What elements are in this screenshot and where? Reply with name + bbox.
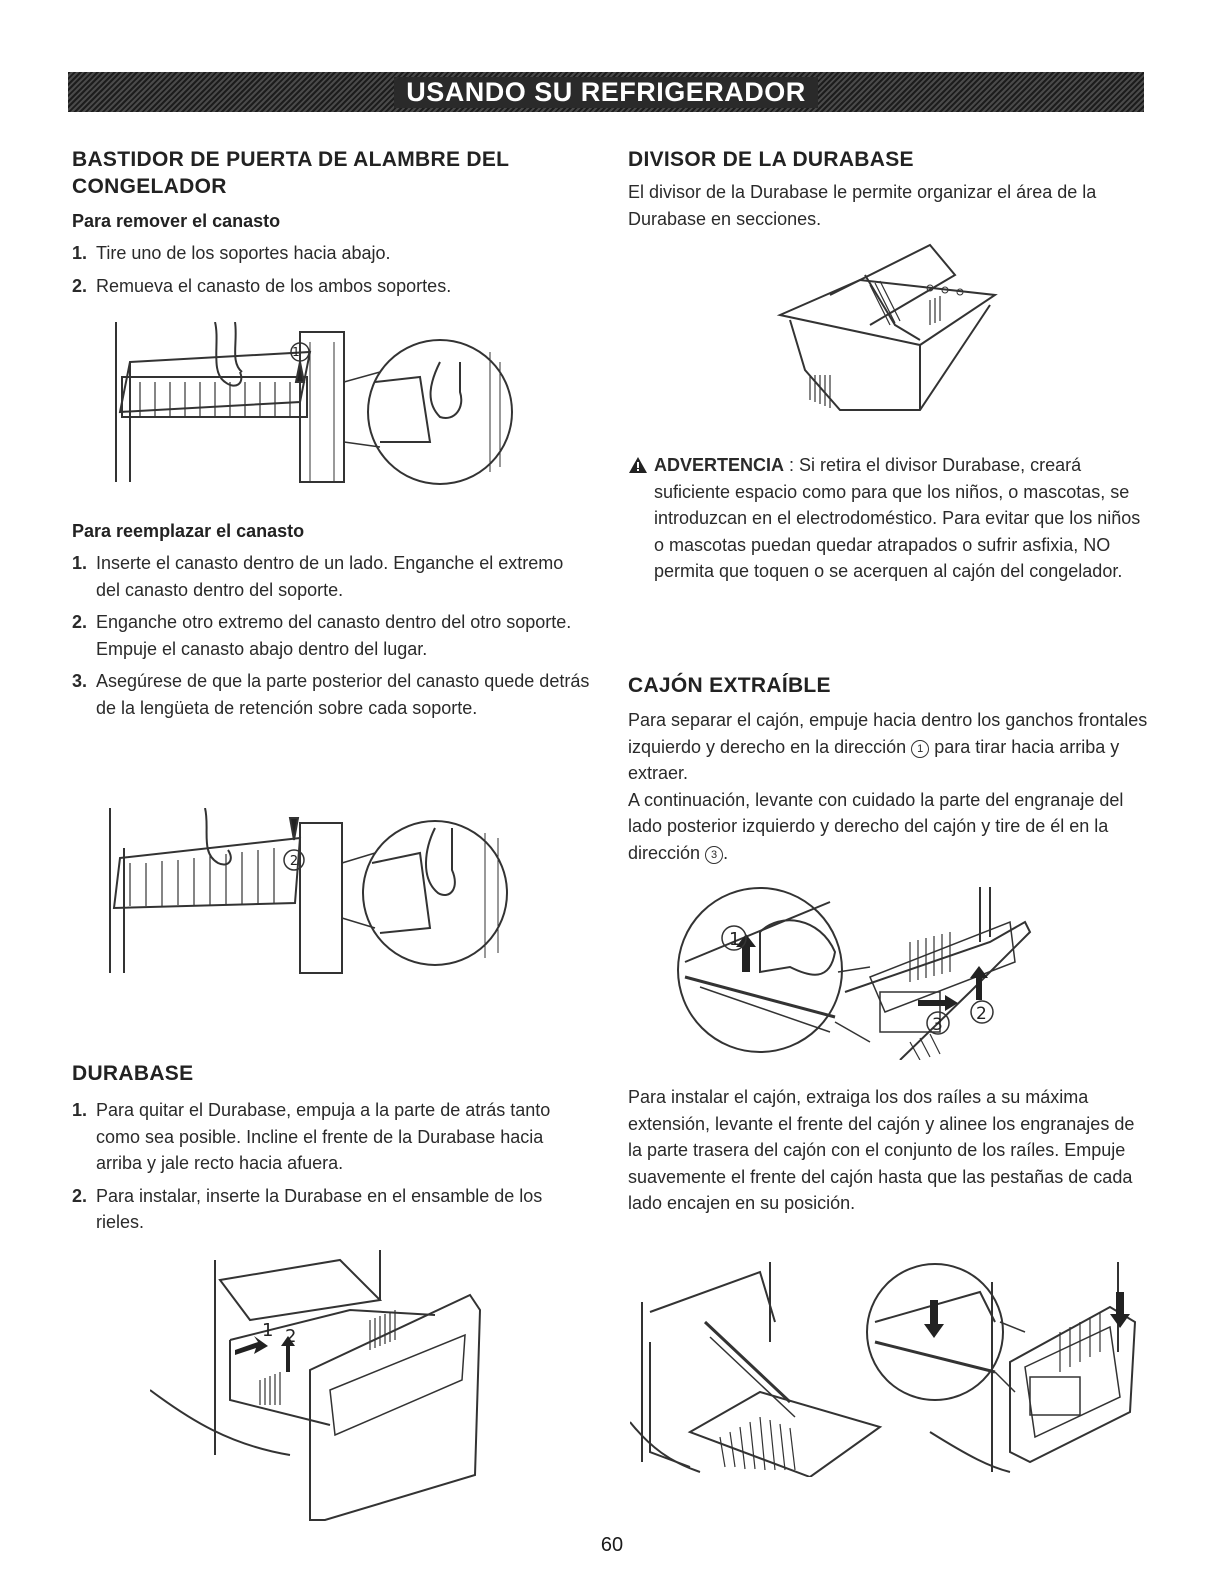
- marker-2: 2: [289, 854, 299, 869]
- marker-1: 1: [729, 929, 741, 950]
- cajon-paragraph-2a: A continuación, levante con cuidado la parte del engranaje del lado posterior izquierdo y derecho del cajón y tire de él en la dirección: [628, 789, 1124, 863]
- marker-2: 2: [285, 1326, 297, 1347]
- step-number: 2.: [72, 1185, 88, 1206]
- step-number: 2.: [72, 275, 88, 296]
- section-install-drawer: [628, 1084, 1148, 1217]
- page-header-title: USANDO SU REFRIGERADOR: [394, 77, 818, 108]
- direction-1-marker: 1: [911, 740, 929, 758]
- step-number: 1.: [72, 243, 88, 263]
- section-divisor: [628, 146, 1148, 232]
- section-wire-rack: [72, 146, 592, 305]
- list-item: [72, 1097, 592, 1177]
- remove-basket-illustration: [110, 322, 520, 487]
- warning-label: ADVERTENCIA: [654, 455, 785, 475]
- durabase-steps: [72, 1097, 592, 1236]
- step-text: Para instalar, inserte la Durabase en el ensamble de los rieles.: [96, 1185, 543, 1232]
- marker-1: 1: [292, 345, 300, 359]
- marker-2: 2: [976, 1004, 987, 1024]
- list-item: [72, 240, 592, 267]
- direction-3-marker: 3: [705, 846, 723, 864]
- section-title-durabase: DURABASE: [72, 1062, 194, 1085]
- drawer-removal-illustration: [670, 882, 1040, 1060]
- page-number: 60: [600, 1534, 624, 1556]
- warning-text: : Si retira el divisor Durabase, creará suficiente espacio como para que los niños, o mascotas, se introduzcan en el electrodoméstico. Para evitar que los niños o mascotas puedan quedar atrapados o sufrir asfixia, NO permita que toquen o se acerquen al cajón del congelador.: [654, 455, 1141, 581]
- list-item: [72, 668, 592, 721]
- step-text: Tire uno de los soportes hacia abajo.: [96, 243, 391, 263]
- step-text: Inserte el canasto dentro de un lado. Enganche el extremo del canasto dentro del soporte.: [96, 553, 564, 600]
- header-banner: [68, 72, 1144, 112]
- durabase-divider-illustration: [770, 240, 1010, 415]
- list-item: [72, 609, 592, 662]
- replace-heading: Para reemplazar el canasto: [72, 521, 305, 541]
- section-cajon: [628, 672, 1148, 866]
- list-item: [72, 1183, 592, 1236]
- section-title-divisor: DIVISOR DE LA DURABASE: [628, 148, 914, 171]
- section-title-cajon: CAJÓN EXTRAÍBLE: [628, 674, 831, 697]
- drawer-install-illustration: [630, 1262, 1150, 1477]
- replace-steps: [72, 550, 592, 721]
- marker-3: 3: [932, 1015, 943, 1035]
- cajon-paragraph-1a: Para separar el cajón, empuje hacia dentro los ganchos frontales izquierdo y derecho en la dirección: [628, 710, 1148, 757]
- durabase-illustration: [150, 1250, 490, 1530]
- warning-triangle-icon: [628, 456, 648, 474]
- warning-block: [628, 452, 1148, 585]
- install-text: Para instalar el cajón, extraiga los dos raíles a su máxima extensión, levante el frente del cajón y alinee los engranajes de la parte trasera del cajón con el conjunto de los raíles. Empuje suavemente el frente del cajón hasta que las pestañas de cada lado encajen en su posición.: [628, 1087, 1135, 1213]
- remove-steps: [72, 240, 592, 299]
- step-number: 1.: [72, 1100, 88, 1120]
- cajon-paragraph-1b: para tirar hacia arriba y extraer.: [628, 736, 1120, 783]
- step-number: 3.: [72, 671, 88, 691]
- divisor-text: El divisor de la Durabase le permite organizar el área de la Durabase en secciones.: [628, 182, 1097, 229]
- step-number: 2.: [72, 612, 88, 632]
- step-text: Asegúrese de que la parte posterior del canasto quede detrás de la lengüeta de retención sobre cada soporte.: [96, 671, 590, 718]
- section-durabase: [72, 1060, 592, 1242]
- marker-1: 1: [262, 1320, 274, 1341]
- step-number: 1.: [72, 553, 88, 573]
- cajon-paragraph-2b: .: [723, 842, 729, 863]
- section-replace-basket: [72, 518, 592, 727]
- list-item: [72, 550, 592, 603]
- step-text: Enganche otro extremo del canasto dentro del otro soporte. Empuje el canasto abajo dentro del lugar.: [96, 612, 572, 659]
- list-item: [72, 273, 592, 300]
- section-title-wire-rack: BASTIDOR DE PUERTA DE ALAMBRE DEL CONGELADOR: [72, 148, 509, 198]
- remove-heading: Para remover el canasto: [72, 211, 281, 231]
- step-text: Para quitar el Durabase, empuja a la parte de atrás tanto como sea posible. Incline el frente de la Durabase hacia arriba y jale recto hacia afuera.: [96, 1100, 551, 1173]
- replace-basket-illustration: [100, 808, 520, 978]
- step-text: Remueva el canasto de los ambos soportes.: [96, 275, 452, 296]
